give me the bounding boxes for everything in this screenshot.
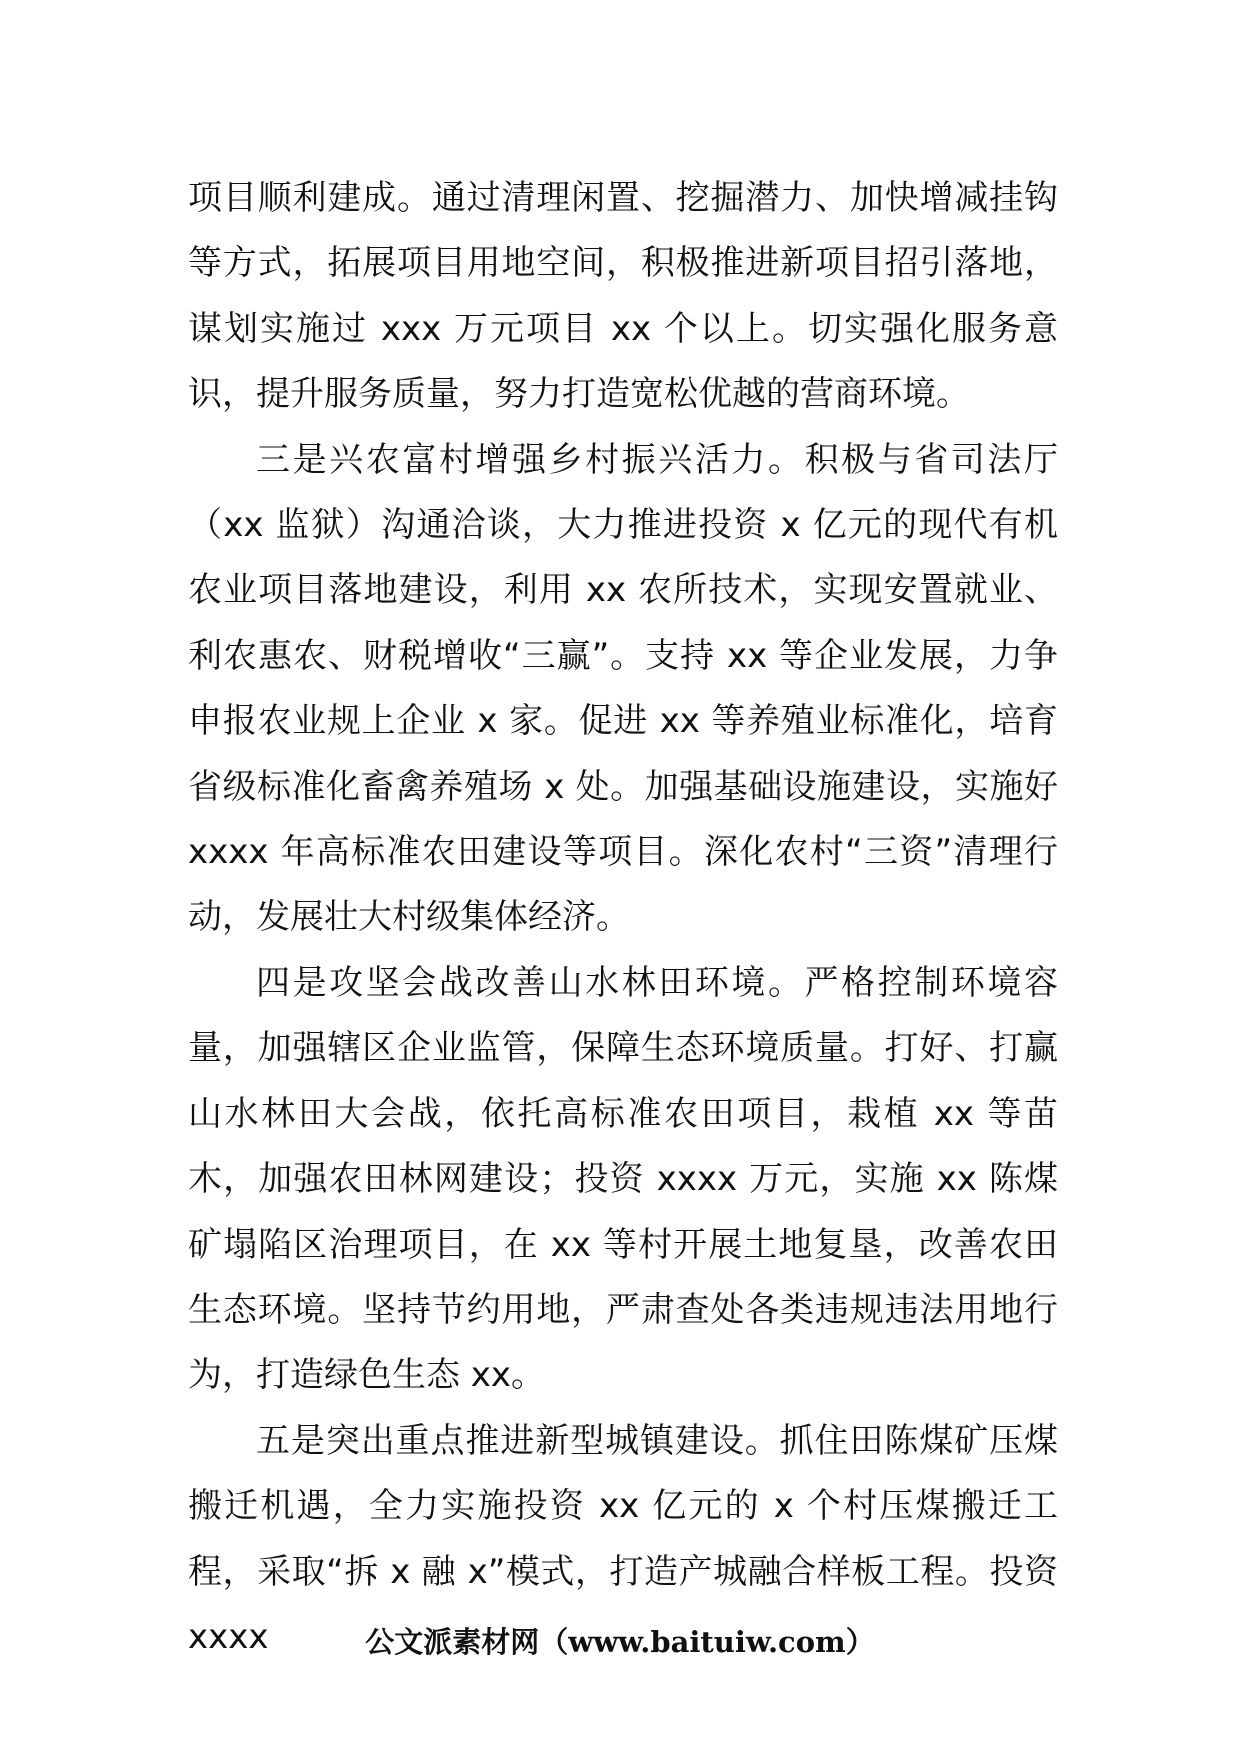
paragraph-1: 项目顺利建成。通过清理闲置、挖掘潜力、加快增减挂钩等方式，拓展项目用地空间，积极推进新项目招引落地，谋划实施过 xxx 万元项目 xx 个以上。切实强化服务意识，提升服务质量，努力打造宽松优越的营商环境。 [188,178,1058,415]
document-body [188,166,1058,1670]
footer-watermark-text: 公文派素材网（www.baituiw.com） [365,1625,875,1659]
paragraph-3: 四是攻坚会战改善山水林田环境。严格控制环境容量，加强辖区企业监管，保障生态环境质量。打好、打赢山水林田大会战，依托高标准农田项目，栽植 xx 等苗木，加强农田林网建设；投资 xxxx 万元，实施 xx 陈煤矿塌陷区治理项目，在 xx 等村开展土地复垦，改善农田生态环境。坚持节约用地，严肃查处各类违规违法用地行为，打造绿色生态 xx。 [188,962,1058,1396]
paragraph-2: 三是兴农富村增强乡村振兴活力。积极与省司法厅（xx 监狱）沟通洽谈，大力推进投资 x 亿元的现代有机农业项目落地建设，利用 xx 农所技术，实现安置就业、利农惠农、财税增收“三赢”。支持 xx 等企业发展，力争申报农业规上企业 x 家。促进 xx 等养殖业标准化，培育省级标准化畜禽养殖场 x 处。加强基础设施建设，实施好 xxxx 年高标准农田建设等项目。深化农村“三资”清理行动，发展壮大村级集体经济。 [188,439,1058,938]
paragraph-4: 五是突出重点推进新型城镇建设。抓住田陈煤矿压煤搬迁机遇，全力实施投资 xx 亿元的 x 个村压煤搬迁工程，采取“拆 x 融 x”模式，打造产城融合样板工程。投资 xxxx [188,1420,1058,1657]
